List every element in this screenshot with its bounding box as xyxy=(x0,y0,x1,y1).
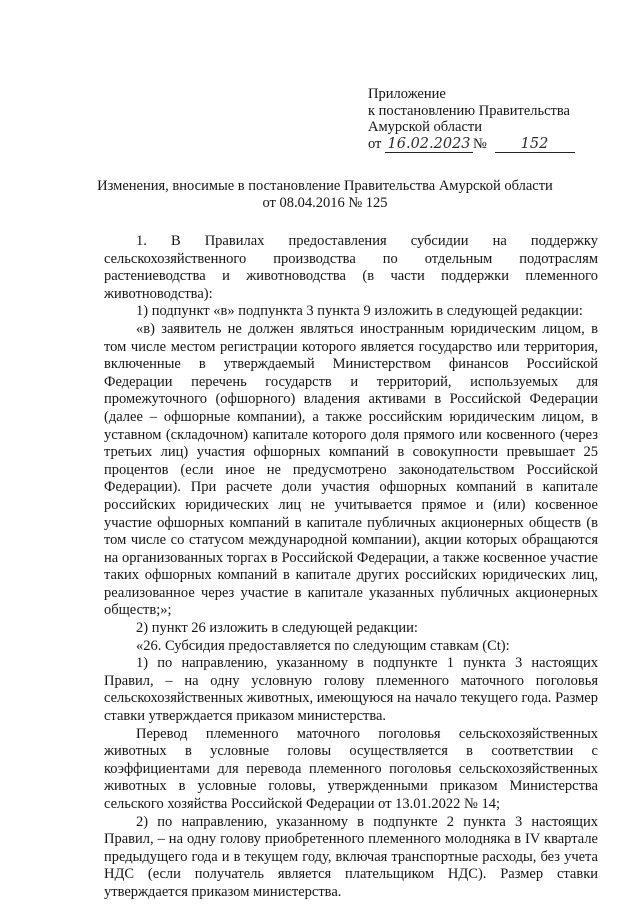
title-line-1: Изменения, вносимые в постановление Правительства Амурской области xyxy=(97,178,553,194)
appendix-label: Приложение xyxy=(368,86,446,102)
date-prefix: от xyxy=(368,135,382,152)
paragraph-1: 1. В Правилах предоставления субсидии на поддержку сельскохозяйственного производства по отдельным подотраслям растениеводства и животноводства (в части поддержки племенного животноводства): xyxy=(104,233,598,302)
paragraph-8: 2) по направлению, указанному в подпункте 2 пункта 3 настоящих Правил, – на одну голову приобретенного племенного молодняка в IV квартале предыдущего года и в текущем году, включая транспортные расходы, без учета НДС (если получатель является плательщиком НДС). Размер ставки утверждается приказом министерства. xyxy=(104,813,598,900)
title-line-2: от 08.04.2016 № 125 xyxy=(262,195,388,211)
paragraph-2: 1) подпункт «в» подпункта 3 пункта 9 изложить в следующей редакции: xyxy=(136,303,583,320)
appendix-resolution-line: к постановлению Правительства xyxy=(368,102,570,119)
appendix-header xyxy=(368,86,598,153)
appendix-region-line: Амурской области xyxy=(368,119,482,135)
paragraph-4: 2) пункт 26 изложить в следующей редакции: xyxy=(136,620,418,637)
paragraph-3: «в) заявитель не должен являться иностранным юридическим лицом, в том числе местом регистрации которого является государство или территория, включенные в утверждаемый Министерством финансов Российской Федерации перечень государств и территорий, используемых для промежуточного (офшорного) владения активами в Российской Федерации (далее – офшорные компании), а также российским юридическим лицом, в уставном (складочном) капитале которого доля прямого или косвенного (через третьих лиц) участия офшорных компаний в совокупности превышает 25 процентов (если иное не предусмотрено законодательством Российской Федерации). При расчете доли участия офшорных компаний в капитале российских юридических лиц не учитывается прямое и (или) косвенное участие офшорных компаний в капитале публичных акционерных обществ (в том числе со статусом международной компании), акции которых обращаются на организованных торгах в Российской Федерации, а также косвенное участие таких офшорных компаний в капитале других российских юридических лиц, реализованное через участие в капитале указанных публичных акционерных обществ;»; xyxy=(104,320,598,619)
handwritten-number: 152 xyxy=(495,136,575,154)
paragraph-5: «26. Субсидия предоставляется по следующим ставкам (Сt): xyxy=(136,637,510,654)
document-body xyxy=(104,233,598,902)
handwritten-date: 16.02.2023 xyxy=(385,136,473,154)
number-sign: № xyxy=(473,135,487,152)
document-title xyxy=(60,178,590,212)
paragraph-6: 1) по направлению, указанному в подпункте 1 пункта 3 настоящих Правил, – на одну условную голову племенного маточного поголовья сельскохозяйственных животных, имеющуюся на начало текущего года. Размер ставки утверждается приказом министерства. xyxy=(104,655,598,725)
paragraph-7: Перевод племенного маточного поголовья сельскохозяйственных животных в условные головы осуществляется в соответствии с коэффициентами для перевода племенного поголовья сельскохозяйственных животных в условные головы, утвержденными приказом Министерства сельского хозяйства Российской Федерации от 13.01.2022 № 14; xyxy=(104,725,598,812)
appendix-date-line xyxy=(368,136,598,154)
